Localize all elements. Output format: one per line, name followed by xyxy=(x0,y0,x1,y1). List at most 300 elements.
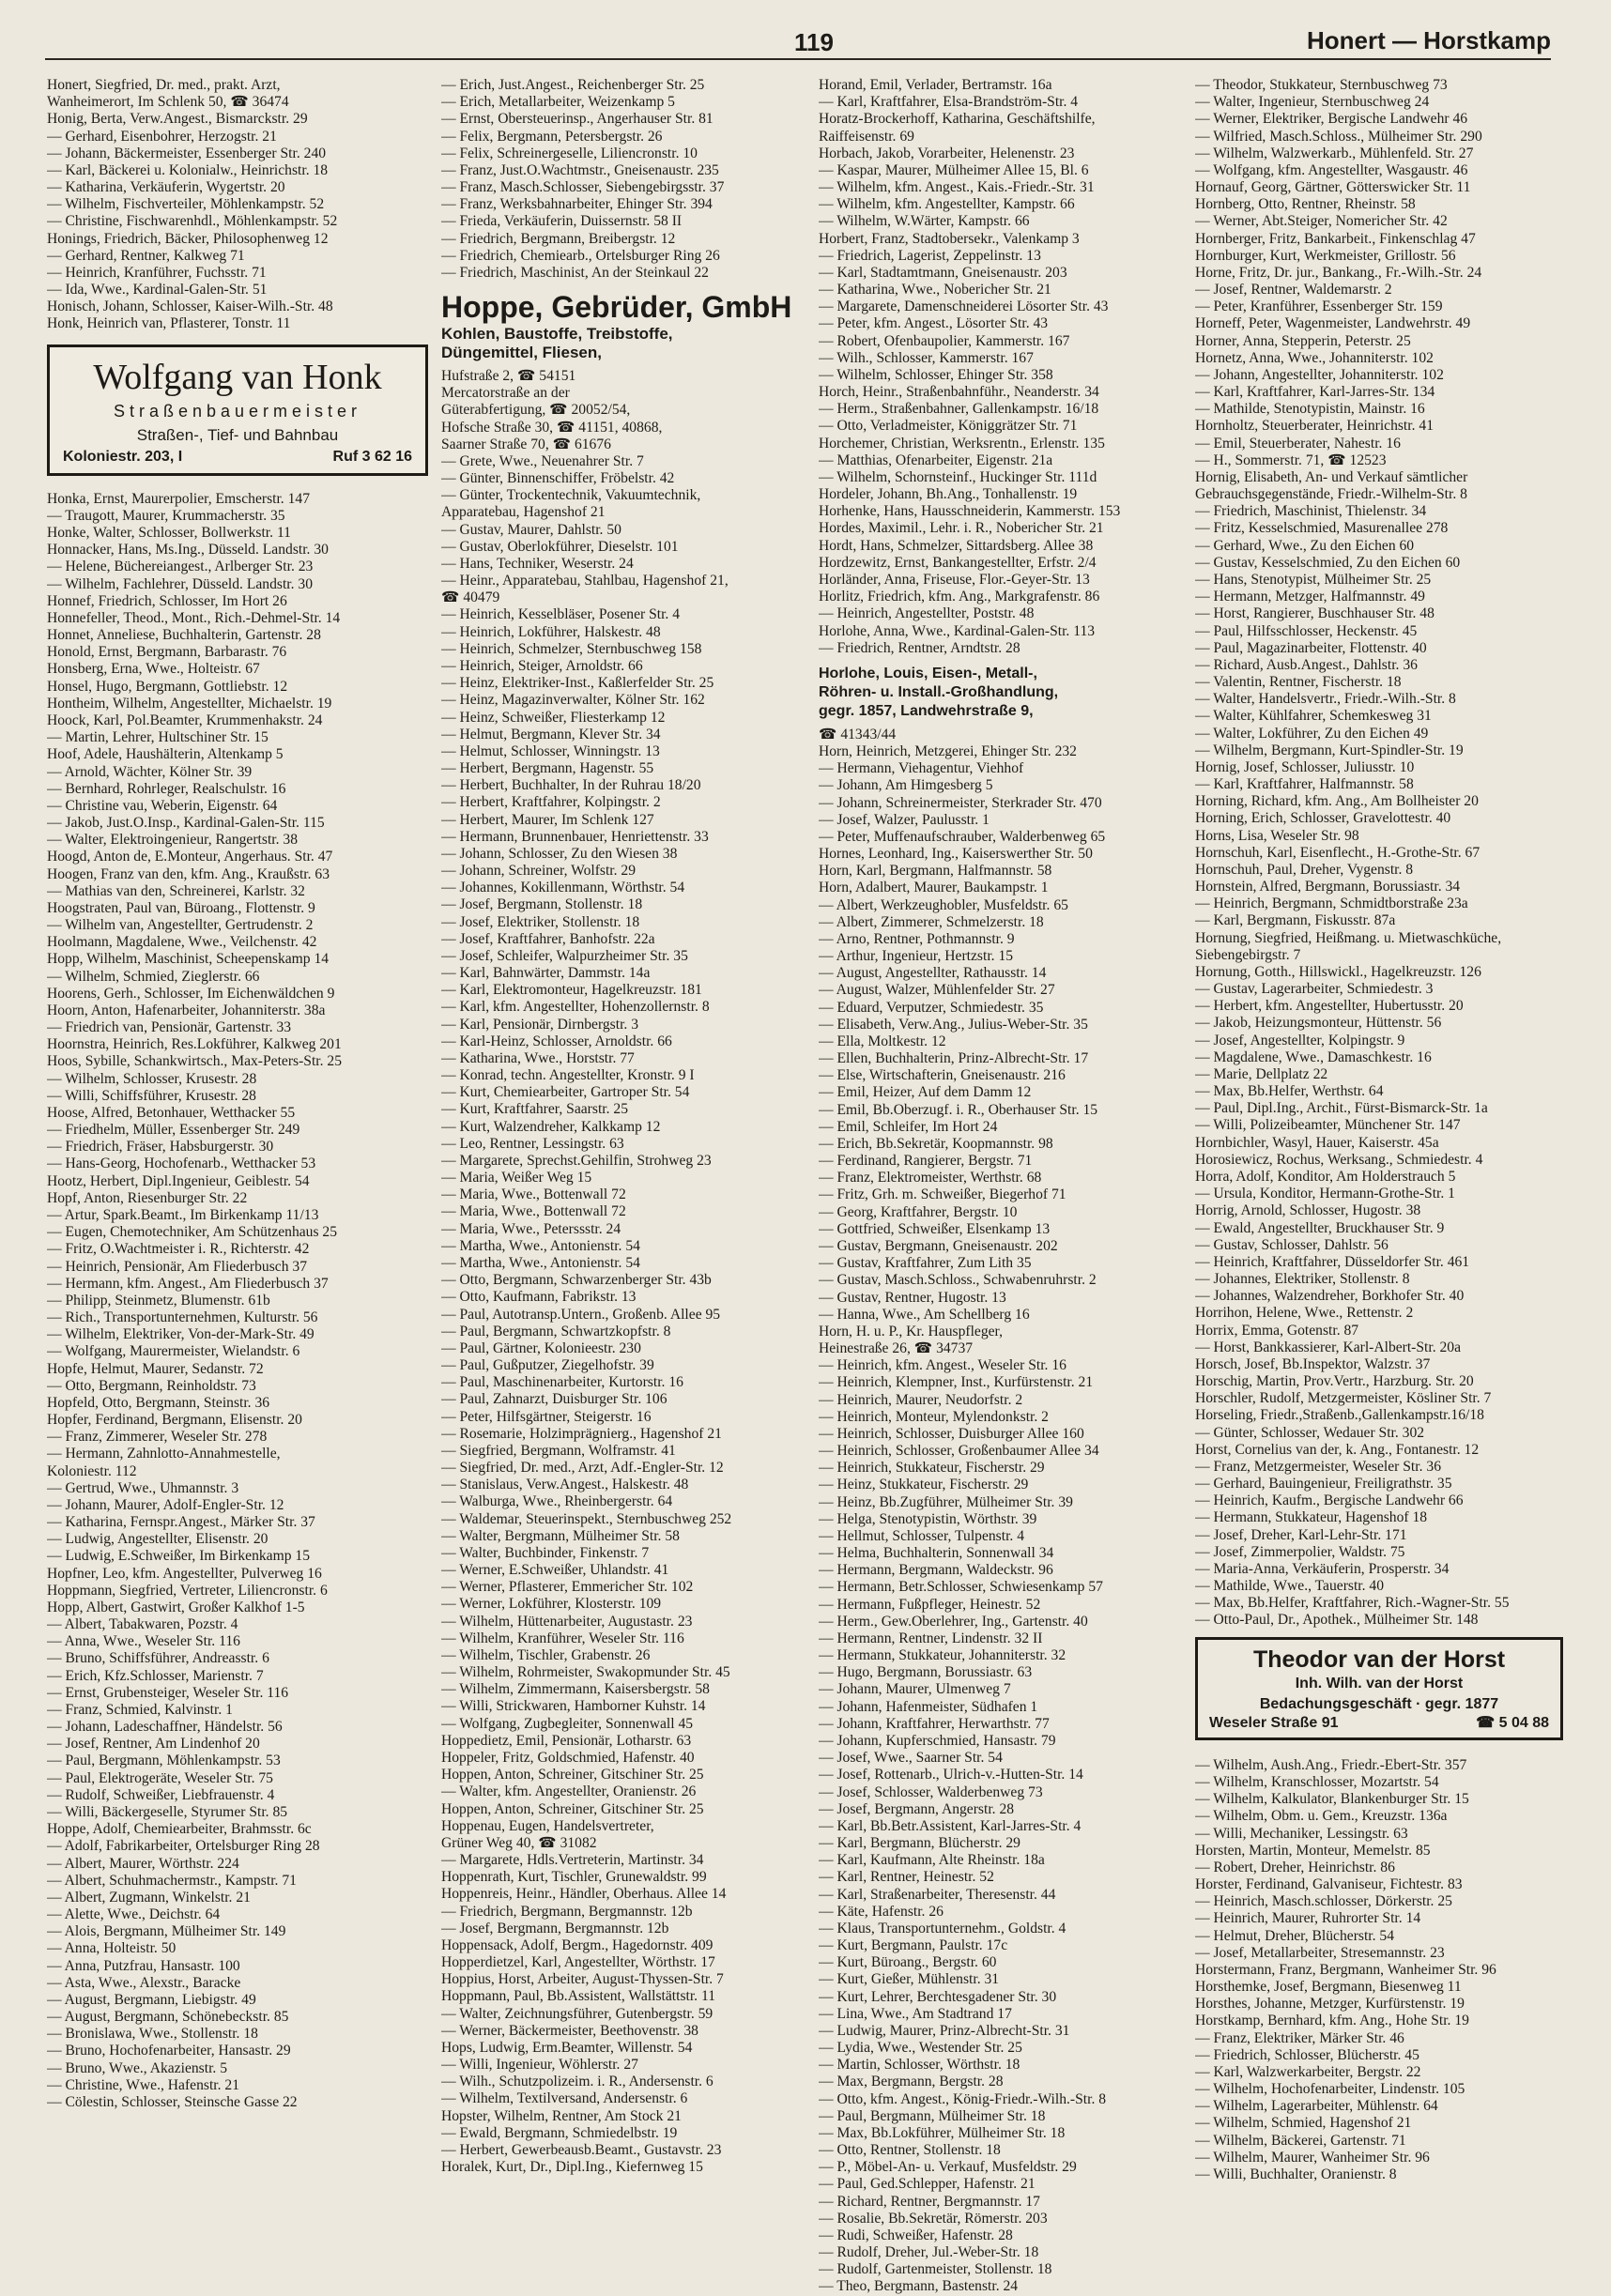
directory-entry: — Lydia, Wwe., Westender Str. 25 xyxy=(819,2040,1022,2057)
directory-entry: — Josef, Metallarbeiter, Stresemannstr. 23 xyxy=(1195,1944,1445,1961)
directory-entry: — Karl, kfm. Angestellter, Hohenzollernstr. 8 xyxy=(441,999,710,1016)
col1-b-entries xyxy=(47,491,432,2111)
directory-entry: Horne, Fritz, Dr. jur., Bankang., Fr.-Wilh.-Str. 24 xyxy=(1195,264,1482,281)
directory-entry: — Friedrich, Bergmann, Breibergstr. 12 xyxy=(441,230,676,247)
directory-entry: — Werner, Abt.Steiger, Nomericher Str. 42 xyxy=(1195,213,1448,230)
directory-entry: — Albert, Maurer, Wörthstr. 224 xyxy=(47,1855,239,1872)
directory-entry: — Günter, Binnenschiffer, Fröbelstr. 42 xyxy=(441,470,675,487)
directory-entry: Hordzewitz, Ernst, Bankangestellter, Erfstr. 2/4 xyxy=(819,554,1097,571)
directory-entry: Hoppen, Anton, Schreiner, Gitschiner Str. 25 xyxy=(441,1800,704,1817)
directory-entry: Horlitz, Friedrich, kfm. Ang., Markgrafenstr. 86 xyxy=(819,589,1100,605)
directory-entry: — Wilhelm van, Angestellter, Gertrudenstr. 2 xyxy=(47,917,314,934)
directory-entry: — Anna, Putzfrau, Hansastr. 100 xyxy=(47,1957,240,1974)
directory-entry: — Bruno, Schiffsführer, Andreasstr. 6 xyxy=(47,1650,269,1667)
directory-entry: Hornauf, Georg, Gärtner, Götterswicker Str. 11 xyxy=(1195,179,1471,196)
directory-entry: Hordt, Hans, Schmelzer, Sittardsberg. Allee 38 xyxy=(819,537,1094,554)
directory-entry: — Wilhelm, Hüttenarbeiter, Augustastr. 23 xyxy=(441,1613,693,1630)
directory-entry: — Gertrud, Wwe., Uhmannstr. 3 xyxy=(47,1479,239,1496)
directory-entry: — Karl, Walzwerkarbeiter, Bergstr. 22 xyxy=(1195,2063,1421,2080)
directory-entry: — Hans, Techniker, Weserstr. 24 xyxy=(441,555,634,572)
directory-entry: — Willi, Schiffsführer, Krusestr. 28 xyxy=(47,1087,256,1104)
directory-entry: — Lina, Wwe., Am Stadtrand 17 xyxy=(819,2005,1012,2022)
directory-entry: — Maria, Wwe., Bottenwall 72 xyxy=(441,1186,626,1203)
directory-entry: — Wilhelm, Kranschlosser, Mozartstr. 54 xyxy=(1195,1774,1439,1790)
directory-entry: — Franz, Masch.Schlosser, Siebengebirgsstr. 37 xyxy=(441,179,725,196)
ad-horst-business: Bedachungsgeschäft · gegr. 1877 xyxy=(1259,1695,1499,1712)
directory-entry: — Franz, Schmied, Kalvinstr. 1 xyxy=(47,1701,233,1718)
ad-honk-profession: Straßenbauermeister xyxy=(113,401,362,421)
directory-entry: — Erich, Kfz.Schlosser, Marienstr. 7 xyxy=(47,1667,264,1684)
directory-entry: — Friedhelm, Müller, Essenberger Str. 249 xyxy=(47,1122,300,1139)
directory-entry: — Heinrich, Pensionär, Am Fliederbusch 37 xyxy=(47,1258,307,1275)
directory-entry: — Josef, Angestellter, Kolpingstr. 9 xyxy=(1195,1032,1405,1049)
directory-entry: — Ewald, Angestellter, Bruckhauser Str. 9 xyxy=(1195,1219,1445,1236)
directory-entry: — Walter, Handelsvertr., Friedr.-Wilh.-Str. 8 xyxy=(1195,691,1456,708)
directory-entry: — Johannes, Elektriker, Stollenstr. 8 xyxy=(1195,1271,1410,1288)
directory-entry: Raiffeisenstr. 69 xyxy=(819,128,914,145)
directory-entry: Hoorn, Anton, Hafenarbeiter, Johanniterstr. 38a xyxy=(47,1002,326,1018)
directory-entry: Horst, Cornelius van der, k. Ang., Fontanestr. 12 xyxy=(1195,1441,1480,1458)
directory-entry: — Karl, Stadtamtmann, Gneisenaustr. 203 xyxy=(819,264,1067,281)
directory-entry: — Paul, Autotransp.Untern., Großenb. Allee 95 xyxy=(441,1306,721,1323)
directory-entry: — Heinrich, Schmelzer, Sternbuschweg 158 xyxy=(441,640,702,657)
directory-entry: — Gustav, Kesselschmied, Zu den Eichen 60 xyxy=(1195,554,1461,571)
directory-entry: — Karl, Elektromonteur, Hagelkreuzstr. 181 xyxy=(441,982,702,999)
ad-hoppe-name: Hoppe, Gebrüder, GmbH xyxy=(441,290,792,325)
directory-entry: — Wilhelm, Bäckerei, Gartenstr. 71 xyxy=(1195,2132,1406,2149)
directory-entry: — Kurt, Büroang., Bergstr. 60 xyxy=(819,1954,997,1971)
directory-entry: — Wolfgang, Zugbegleiter, Sonnenwall 45 xyxy=(441,1715,694,1732)
directory-entry: Hoppensack, Adolf, Bergm., Hagedornstr. 409 xyxy=(441,1936,713,1953)
directory-entry: Hopfner, Leo, kfm. Angestellter, Pulverweg 16 xyxy=(47,1565,322,1582)
directory-entry: — Wilhelm, kfm. Angest., Kais.-Friedr.-Str. 31 xyxy=(819,179,1095,196)
directory-entry: — Heinr., Apparatebau, Stahlbau, Hagenshof 21, xyxy=(441,573,729,589)
directory-entry: — Otto, Bergmann, Schwarzenberger Str. 43b xyxy=(441,1272,712,1289)
ad-horlohe xyxy=(819,665,1192,721)
ad-honk xyxy=(47,344,428,476)
directory-entry: — Kurt, Bergmann, Paulstr. 17c xyxy=(819,1937,1008,1954)
directory-entry: — Gerhard, Wwe., Zu den Eichen 60 xyxy=(1195,537,1415,554)
directory-entry: — Paul, Bergmann, Schwartzkopfstr. 8 xyxy=(441,1323,671,1339)
directory-entry: — Paul, Gärtner, Kolonieestr. 230 xyxy=(441,1339,641,1356)
directory-entry: — Otto, Rentner, Stollenstr. 18 xyxy=(819,2142,1001,2159)
directory-entry: — Max, Bb.Helfer, Werthstr. 64 xyxy=(1195,1083,1384,1100)
directory-entry: — Hermann, Metzger, Halfmannstr. 49 xyxy=(1195,589,1425,605)
directory-entry: — Walter, Buchbinder, Finkenstr. 7 xyxy=(441,1544,650,1561)
directory-entry: Honk, Heinrich van, Pflasterer, Tonstr. 11 xyxy=(47,315,291,332)
directory-entry: — Wilhelm, Tischler, Grabenstr. 26 xyxy=(441,1646,651,1663)
directory-entry: Horschig, Martin, Prov.Vertr., Harzburg. Str. 20 xyxy=(1195,1373,1474,1390)
ad-horst xyxy=(1195,1637,1563,1740)
directory-entry: Honisch, Johann, Schlosser, Kaiser-Wilh.-Str. 48 xyxy=(47,298,333,315)
directory-entry: — Heinrich, kfm. Angest., Weseler Str. 16 xyxy=(819,1357,1066,1374)
directory-entry: — Johann, Kupferschmied, Hansastr. 79 xyxy=(819,1732,1056,1749)
directory-entry: — Siegfried, Dr. med., Arzt, Adf.-Engler-Str. 12 xyxy=(441,1460,724,1477)
directory-entry: — Franz, Metzgermeister, Weseler Str. 36 xyxy=(1195,1458,1441,1475)
directory-entry: Hornschuh, Karl, Eisenflecht., H.-Grothe-Str. 67 xyxy=(1195,844,1481,861)
directory-entry: — Karl, Kraftfahrer, Halfmannstr. 58 xyxy=(1195,776,1414,793)
directory-entry: — Karl, Pensionär, Dirnbergstr. 3 xyxy=(441,1016,639,1033)
directory-entry: — Otto, kfm. Angest., König-Friedr.-Wilh.-Str. 8 xyxy=(819,2090,1107,2107)
directory-entry: — Walburga, Wwe., Rheinbergerstr. 64 xyxy=(441,1493,673,1510)
directory-entry: — Emil, Steuerberater, Nahestr. 16 xyxy=(1195,435,1401,452)
directory-entry: — H., Sommerstr. 71, ☎ 12523 xyxy=(1195,452,1387,468)
directory-entry: Hopperdietzel, Karl, Angestellter, Wörthstr. 17 xyxy=(441,1954,715,1971)
directory-entry: Honnet, Anneliese, Buchhalterin, Gartenstr. 28 xyxy=(47,627,321,644)
directory-entry: Horns, Lisa, Weseler Str. 98 xyxy=(1195,827,1359,844)
directory-entry: — Siegfried, Bergmann, Wolframstr. 41 xyxy=(441,1442,676,1459)
directory-entry: — Johann, Am Himgesberg 5 xyxy=(819,777,993,794)
directory-entry: — Ewald, Bergmann, Schmiedelbstr. 19 xyxy=(441,2124,678,2141)
directory-entry: — Wilhelm, Maurer, Wanheimer Str. 96 xyxy=(1195,2149,1430,2166)
directory-entry: Horrihon, Helene, Wwe., Rettenstr. 2 xyxy=(1195,1305,1414,1322)
directory-entry: — Gerhard, Bauingenieur, Freiligrathstr. 35 xyxy=(1195,1476,1452,1492)
directory-entry: — Wilhelm, Hochofenarbeiter, Lindenstr. 105 xyxy=(1195,2081,1465,2098)
directory-entry: Hoppius, Horst, Arbeiter, August-Thyssen-Str. 7 xyxy=(441,1971,724,1988)
directory-entry: — Albert, Zugmann, Winkelstr. 21 xyxy=(47,1889,251,1906)
directory-entry: — Johann, Hafenmeister, Südhafen 1 xyxy=(819,1698,1038,1715)
directory-entry: Wanheimerort, Im Schlenk 50, ☎ 36474 xyxy=(47,94,289,111)
ad-horlohe-line2: Röhren- u. Install.-Großhandlung, xyxy=(819,683,1059,700)
directory-entry: — Rudolf, Gartenmeister, Stollenstr. 18 xyxy=(819,2261,1052,2278)
directory-entry: — Walter, Kühlfahrer, Schemkesweg 31 xyxy=(1195,708,1432,725)
directory-entry: — Maria, Weißer Weg 15 xyxy=(441,1170,592,1186)
directory-entry: — Felix, Schreinergeselle, Liliencronstr. 10 xyxy=(441,145,698,161)
directory-entry: — Helene, Büchereiangest., Arlberger Str. 23 xyxy=(47,559,314,575)
directory-entry: — Anna, Holteistr. 50 xyxy=(47,1940,176,1957)
directory-entry: — Wilhelm, kfm. Angestellter, Kampstr. 66 xyxy=(819,196,1075,213)
directory-entry: Hoos, Sybille, Schankwirtsch., Max-Peters-Str. 25 xyxy=(47,1053,343,1070)
directory-entry: — Josef, Elektriker, Stollenstr. 18 xyxy=(441,913,640,930)
directory-entry: — Alette, Wwe., Deichstr. 64 xyxy=(47,1906,221,1923)
directory-entry: Hoolmann, Magdalene, Wwe., Veilchenstr. 42 xyxy=(47,934,317,951)
directory-entry: — Katharina, Fernspr.Angest., Märker Str. 37 xyxy=(47,1514,315,1531)
directory-entry: — Helga, Stenotypistin, Wörthstr. 39 xyxy=(819,1510,1037,1527)
directory-entry: Hoof, Adele, Haushälterin, Altenkamp 5 xyxy=(47,746,284,763)
ad-honk-name: Wolfgang van Honk xyxy=(93,357,382,397)
directory-entry: — Friedrich, Rentner, Arndtstr. 28 xyxy=(819,639,1020,656)
directory-entry: — Ellen, Buchhalterin, Prinz-Albrecht-Str. 17 xyxy=(819,1050,1089,1067)
directory-entry: — Emil, Schleifer, Im Hort 24 xyxy=(819,1118,998,1135)
directory-entry: — Ernst, Obersteuerinsp., Angerhauser Str. 81 xyxy=(441,111,713,128)
directory-entry: — Herbert, Kraftfahrer, Kolpingstr. 2 xyxy=(441,794,661,811)
directory-entry: Hufstraße 2, ☎ 54151 xyxy=(441,368,576,385)
directory-entry: — Josef, Bergmann, Stollenstr. 18 xyxy=(441,896,643,913)
directory-entry: — Ernst, Grubensteiger, Weseler Str. 116 xyxy=(47,1684,289,1701)
directory-entry: — Friedrich, Bergmann, Bergmannstr. 12b xyxy=(441,1903,693,1920)
directory-entry: Grüner Weg 40, ☎ 31082 xyxy=(441,1834,597,1851)
directory-entry: — Hermann, Bergmann, Waldeckstr. 96 xyxy=(819,1562,1053,1579)
directory-entry: — Margarete, Sprechst.Gehilfin, Strohweg 23 xyxy=(441,1152,712,1169)
directory-entry: Horrig, Arnold, Schlosser, Hugostr. 38 xyxy=(1195,1202,1421,1219)
directory-entry: — Hermann, Betr.Schlosser, Schwiesenkamp 57 xyxy=(819,1579,1103,1596)
directory-entry: — Margarete, Hdls.Vertreterin, Martinstr. 34 xyxy=(441,1852,704,1869)
directory-entry: — Paul, Elektrogeräte, Weseler Str. 75 xyxy=(47,1769,273,1786)
directory-entry: — Albert, Werkzeughobler, Musfeldstr. 65 xyxy=(819,896,1068,913)
directory-entry: — Karl, Bergmann, Blücherstr. 29 xyxy=(819,1835,1020,1852)
directory-entry: — Kurt, Walzendreher, Kalkkamp 12 xyxy=(441,1118,661,1135)
directory-entry: — Kurt, Chemiearbeiter, Gartroper Str. 54 xyxy=(441,1084,690,1101)
directory-entry: — Günter, Trockentechnik, Vakuumtechnik, xyxy=(441,487,701,504)
directory-entry: — Herbert, Maurer, Im Schlenk 127 xyxy=(441,811,654,828)
directory-entry: — Ursula, Konditor, Hermann-Grothe-Str. 1 xyxy=(1195,1186,1455,1202)
directory-entry: — Heinz, Stukkateur, Fischerstr. 29 xyxy=(819,1477,1029,1493)
ad-horst-phone-number: 5 04 88 xyxy=(1498,1714,1549,1731)
directory-entry: Hops, Ludwig, Erm.Beamter, Willenstr. 54 xyxy=(441,2039,693,2056)
directory-entry: — Karl-Heinz, Schlosser, Arnoldstr. 66 xyxy=(441,1033,672,1049)
directory-entry: — Heinrich, Steiger, Arnoldstr. 66 xyxy=(441,657,643,674)
directory-entry: — Heinrich, Kraftfahrer, Düsseldorfer Str. 461 xyxy=(1195,1253,1470,1270)
directory-entry: — Paul, Bergmann, Mülheimer Str. 18 xyxy=(819,2107,1046,2124)
directory-entry: — Johannes, Walzendreher, Borkhofer Str. 40 xyxy=(1195,1288,1465,1305)
directory-entry: — Valentin, Rentner, Fischerstr. 18 xyxy=(1195,674,1402,691)
directory-entry: — Martha, Wwe., Antonienstr. 54 xyxy=(441,1255,640,1271)
directory-entry: — August, Walzer, Mühlenfelder Str. 27 xyxy=(819,982,1055,999)
directory-entry: — Wilh., Schlosser, Kammerstr. 167 xyxy=(819,349,1034,366)
directory-entry: Honnef, Friedrich, Schlosser, Im Hort 26 xyxy=(47,592,287,609)
directory-entry: — Karl, Kaufmann, Alte Rheinstr. 18a xyxy=(819,1852,1045,1869)
directory-entry: — Heinrich, Klempner, Inst., Kurfürstenstr. 21 xyxy=(819,1374,1094,1391)
directory-entry: — Theodor, Stukkateur, Sternbuschweg 73 xyxy=(1195,77,1448,93)
directory-entry: Horch, Heinr., Straßenbahnführ., Neanderstr. 34 xyxy=(819,384,1099,401)
directory-entry: — Maria-Anna, Verkäuferin, Prosperstr. 34 xyxy=(1195,1560,1450,1577)
directory-entry: — Wilhelm, Zimmermann, Kaisersbergstr. 58 xyxy=(441,1681,710,1698)
directory-entry: — Heinz, Magazinverwalter, Kölner Str. 162 xyxy=(441,692,705,709)
directory-entry: Gebrauchsgegenstände, Friedr.-Wilhelm-Str. 8 xyxy=(1195,486,1467,503)
directory-entry: — Marie, Dellplatz 22 xyxy=(1195,1065,1328,1082)
directory-entry: Hontheim, Wilhelm, Angestellter, Michaelstr. 19 xyxy=(47,695,332,712)
header-rule xyxy=(45,58,1551,60)
directory-entry: — Katharina, Wwe., Horststr. 77 xyxy=(441,1049,635,1066)
directory-entry: — Robert, Ofenbaupolier, Kammerstr. 167 xyxy=(819,332,1070,349)
directory-entry: — Wilhelm, Schmied, Zieglerstr. 66 xyxy=(47,968,260,985)
directory-entry: — Heinz, Bb.Zugführer, Mülheimer Str. 39 xyxy=(819,1493,1073,1510)
directory-entry: — Rosemarie, Holzimprägnierg., Hagenshof 21 xyxy=(441,1425,722,1442)
directory-entry: — Franz, Werksbahnarbeiter, Ehinger Str. 394 xyxy=(441,196,713,213)
directory-entry: — Alois, Bergmann, Mülheimer Str. 149 xyxy=(47,1923,286,1940)
directory-entry: — Josef, Zimmerpolier, Waldstr. 75 xyxy=(1195,1543,1405,1560)
directory-entry: — Josef, Kraftfahrer, Banhofstr. 22a xyxy=(441,930,655,947)
directory-entry: — August, Bergmann, Schönebeckstr. 85 xyxy=(47,2009,289,2026)
directory-entry: — Gustav, Rentner, Hugostr. 13 xyxy=(819,1289,1006,1306)
directory-entry: Honert, Siegfried, Dr. med., prakt. Arzt, xyxy=(47,77,281,93)
directory-entry: — Josef, Bergmann, Bergmannstr. 12b xyxy=(441,1920,669,1936)
directory-entry: Horning, Erich, Schlosser, Gravelottestr. 40 xyxy=(1195,810,1451,827)
directory-entry: — Wilhelm, Textilversand, Andersenstr. 6 xyxy=(441,2090,688,2107)
directory-entry: Horand, Emil, Verlader, Bertramstr. 16a xyxy=(819,77,1052,93)
directory-entry: — Eugen, Chemotechniker, Am Schützenhaus 25 xyxy=(47,1224,338,1241)
directory-entry: — Wilhelm, Schlosser, Krusestr. 28 xyxy=(47,1070,257,1087)
directory-entry: Hopfer, Ferdinand, Bergmann, Elisenstr. 20 xyxy=(47,1412,302,1429)
directory-entry: — Friedrich, Chemiearb., Ortelsburger Ring 26 xyxy=(441,247,720,264)
directory-entry: — Arno, Rentner, Pothmannstr. 9 xyxy=(819,930,1015,947)
directory-entry: — Gustav, Maurer, Dahlstr. 50 xyxy=(441,521,621,538)
directory-entry: — Franz, Elektromeister, Werthstr. 68 xyxy=(819,1170,1042,1186)
directory-entry: — Peter, Hilfsgärtner, Steigerstr. 16 xyxy=(441,1408,652,1425)
directory-entry: — Johann, Angestellter, Johanniterstr. 102 xyxy=(1195,366,1444,383)
directory-entry: — Willi, Ingenieur, Wöhlerstr. 27 xyxy=(441,2057,638,2074)
directory-entry: — Wilhelm, Kalkulator, Blankenburger Str. 15 xyxy=(1195,1791,1469,1808)
directory-entry: — Else, Wirtschafterin, Gneisenaustr. 216 xyxy=(819,1067,1066,1084)
directory-entry: — Peter, kfm. Angest., Lösorter Str. 43 xyxy=(819,315,1049,332)
ad-honk-address: Koloniestr. 203, I xyxy=(63,448,183,465)
directory-entry: — Heinrich, Maurer, Ruhrorter Str. 14 xyxy=(1195,1910,1421,1927)
directory-entry: — Ludwig, Maurer, Prinz-Albrecht-Str. 31 xyxy=(819,2022,1070,2039)
directory-entry: — Johann, Maurer, Ulmenweg 7 xyxy=(819,1681,1011,1698)
directory-entry: — Hermann, Viehagentur, Viehhof xyxy=(819,760,1024,777)
directory-entry: — Wilhelm, Rohrmeister, Swakopmunder Str. 45 xyxy=(441,1664,730,1681)
directory-entry: — Theo, Bergmann, Bastenstr. 24 xyxy=(819,2278,1019,2295)
directory-entry: Mercatorstraße an der xyxy=(441,385,570,402)
directory-entry: — Maria, Wwe., Peterssstr. 24 xyxy=(441,1220,621,1237)
directory-entry: — Otto, Verladmeister, Königgrätzer Str. 71 xyxy=(819,418,1078,435)
directory-entry: — Jakob, Just.O.Insp., Kardinal-Galen-Str. 115 xyxy=(47,815,325,832)
directory-entry: Hofsche Straße 30, ☎ 41151, 40868, xyxy=(441,419,663,436)
directory-entry: Honka, Ernst, Maurerpolier, Emscherstr. 147 xyxy=(47,490,310,507)
directory-entry: — Mathilde, Wwe., Tauerstr. 40 xyxy=(1195,1578,1385,1595)
directory-entry: Hornes, Leonhard, Ing., Kaiserswerther Str. 50 xyxy=(819,846,1093,863)
directory-entry: — Otto-Paul, Dr., Apothek., Mülheimer Str. 148 xyxy=(1195,1612,1479,1629)
directory-entry: — Willi, Buchhalter, Oranienstr. 8 xyxy=(1195,2166,1397,2182)
directory-entry: — Josef, Schleifer, Walpurzheimer Str. 35 xyxy=(441,947,688,964)
directory-entry: Hopfeld, Otto, Bergmann, Steinstr. 36 xyxy=(47,1394,270,1411)
directory-entry: — Hermann, Fußpfleger, Heinestr. 52 xyxy=(819,1596,1041,1613)
directory-entry: — August, Angestellter, Rathausstr. 14 xyxy=(819,965,1047,982)
directory-entry: — Peter, Kranführer, Essenberger Str. 159 xyxy=(1195,298,1443,315)
directory-entry: — Gustav, Schlosser, Dahlstr. 56 xyxy=(1195,1236,1389,1253)
directory-entry: Horsthemke, Josef, Bergmann, Biesenweg 11 xyxy=(1195,1979,1462,1996)
directory-entry: — Ludwig, Angestellter, Elisenstr. 20 xyxy=(47,1531,268,1548)
directory-entry: — Magdalene, Wwe., Damaschkestr. 16 xyxy=(1195,1049,1432,1065)
directory-entry: — Erich, Just.Angest., Reichenberger Str. 25 xyxy=(441,77,705,93)
directory-entry: — Hans-Georg, Hochofenarb., Wetthacker 53 xyxy=(47,1156,316,1172)
directory-entry: Honke, Walter, Schlosser, Bollwerkstr. 11 xyxy=(47,525,291,542)
directory-entry: — Rich., Transportunternehmen, Kulturstr. 56 xyxy=(47,1309,318,1326)
directory-entry: — Waldemar, Steuerinspekt., Sternbuschweg 252 xyxy=(441,1510,732,1527)
directory-entry: — Wilh., Schutzpolizeim. i. R., Andersenstr. 6 xyxy=(441,2074,713,2090)
directory-entry: — Hermann, Brunnenbauer, Henriettenstr. 33 xyxy=(441,828,709,845)
directory-entry: — Josef, Schlosser, Walderbenweg 73 xyxy=(819,1783,1043,1800)
col2-a-entries xyxy=(441,77,815,282)
directory-entry: Hoppeler, Fritz, Goldschmied, Hafenstr. 40 xyxy=(441,1749,695,1766)
directory-entry: — Wilhelm, Lagerarbeiter, Mühlenstr. 64 xyxy=(1195,2098,1438,2115)
directory-entry: — Karl, Kraftfahrer, Elsa-Brandström-Str. 4 xyxy=(819,94,1079,111)
directory-entry: Hoppmann, Siegfried, Vertreter, Liliencronstr. 6 xyxy=(47,1582,328,1599)
directory-entry: Hornbichler, Wasyl, Hauer, Kaiserstr. 45a xyxy=(1195,1134,1439,1151)
ad-horst-phone xyxy=(1476,1715,1549,1732)
directory-entry: — Heinrich, Masch.schlosser, Dörkerstr. 25 xyxy=(1195,1893,1452,1910)
directory-entry: — Josef, Rentner, Am Lindenhof 20 xyxy=(47,1736,260,1753)
ad-horlohe-line3: gegr. 1857, Landwehrstraße 9, xyxy=(819,702,1034,719)
directory-entry: — Franz, Just.O.Wachtmstr., Gneisenaustr. 235 xyxy=(441,161,719,178)
directory-entry: — Gottfried, Schweißer, Elsenkamp 13 xyxy=(819,1220,1051,1237)
ad-horlohe-line1: Horlohe, Louis, Eisen-, Metall-, xyxy=(819,665,1037,681)
ad-honk-services: Straßen-, Tief- und Bahnbau xyxy=(136,425,339,444)
directory-entry: — Heinrich, Bergmann, Schmidtborstraße 23a xyxy=(1195,895,1468,912)
directory-entry: — Gerhard, Eisenbohrer, Herzogstr. 21 xyxy=(47,128,277,145)
directory-entry: — Gustav, Oberlokführer, Dieselstr. 101 xyxy=(441,538,679,555)
column-1 xyxy=(47,77,432,2111)
directory-entry: — Matthias, Ofenarbeiter, Eigenstr. 21a xyxy=(819,452,1053,468)
directory-entry: Horra, Adolf, Konditor, Am Holderstrauch 5 xyxy=(1195,1169,1456,1185)
directory-entry: ☎ 41343/44 xyxy=(819,726,897,742)
directory-entry: — Bruno, Wwe., Akazienstr. 5 xyxy=(47,2059,228,2076)
directory-entry: — Katharina, Verkäuferin, Wygertstr. 20 xyxy=(47,179,285,196)
directory-entry: — Helmut, Bergmann, Klever Str. 34 xyxy=(441,726,661,742)
column-4 xyxy=(1195,77,1563,2183)
col3-a-entries xyxy=(819,77,1192,657)
directory-entry: Hoogd, Anton de, E.Monteur, Angerhaus. Str. 47 xyxy=(47,849,333,865)
directory-entry: Hornung, Gotth., Hillswickl., Hagelkreuzstr. 126 xyxy=(1195,963,1481,980)
directory-entry: — Werner, Elektriker, Bergische Landwehr 46 xyxy=(1195,111,1468,128)
ad-horst-name: Theodor van der Horst xyxy=(1252,1645,1506,1673)
directory-entry: — Emil, Heizer, Auf dem Damm 12 xyxy=(819,1084,1032,1101)
directory-entry: — Wilhelm, Schmied, Hagenshof 21 xyxy=(1195,2115,1412,2132)
directory-entry: — Paul, Zahnarzt, Duisburger Str. 106 xyxy=(441,1391,667,1408)
directory-entry: — Johann, Schreinermeister, Sterkrader Str. 470 xyxy=(819,794,1102,811)
directory-entry: Horstkamp, Bernhard, kfm. Ang., Hohe Str. 19 xyxy=(1195,2013,1469,2029)
directory-entry: Horner, Anna, Stepperin, Peterstr. 25 xyxy=(1195,332,1411,349)
directory-entry: — Grete, Wwe., Neuenahrer Str. 7 xyxy=(441,452,644,469)
directory-entry: — Paul, Bergmann, Möhlenkampstr. 53 xyxy=(47,1753,281,1769)
directory-entry: — Heinrich, Maurer, Neudorfstr. 2 xyxy=(819,1391,1023,1408)
directory-entry: Hoogstraten, Paul van, Büroang., Flottenstr. 9 xyxy=(47,899,315,916)
directory-entry: — Walter, kfm. Angestellter, Oranienstr. 26 xyxy=(441,1783,697,1800)
directory-entry: — Philipp, Steinmetz, Blumenstr. 61b xyxy=(47,1292,270,1309)
directory-entry: — Mathias van den, Schreinerei, Karlstr. 32 xyxy=(47,882,305,899)
directory-entry: — Kurt, Kraftfahrer, Saarstr. 25 xyxy=(441,1101,628,1118)
directory-entry: — Helma, Buchhalterin, Sonnenwall 34 xyxy=(819,1545,1054,1562)
directory-entry: — Friedrich, Fräser, Habsburgerstr. 30 xyxy=(47,1139,274,1156)
directory-entry: — Ludwig, E.Schweißer, Im Birkenkamp 15 xyxy=(47,1548,311,1565)
directory-entry: Honings, Friedrich, Bäcker, Philosophenweg 12 xyxy=(47,230,329,247)
directory-entry: Hornig, Elisabeth, An- und Verkauf sämtlicher xyxy=(1195,468,1468,485)
directory-entry: — Werner, Bäckermeister, Beethovenstr. 38 xyxy=(441,2022,698,2039)
column-2 xyxy=(441,77,815,2176)
directory-entry: Horn, Adalbert, Maurer, Baukampstr. 1 xyxy=(819,880,1049,896)
directory-entry: — Willi, Bäckergeselle, Styrumer Str. 85 xyxy=(47,1804,288,1820)
directory-entry: — Bruno, Hochofenarbeiter, Hansastr. 29 xyxy=(47,2043,291,2059)
directory-entry: — Friedrich, Lagerist, Zeppelinstr. 13 xyxy=(819,247,1041,264)
directory-entry: Apparatebau, Hagenshof 21 xyxy=(441,504,606,521)
directory-entry: — Herbert, Bergmann, Hagenstr. 55 xyxy=(441,760,654,777)
directory-entry: — Otto, Bergmann, Reinholdstr. 73 xyxy=(47,1377,256,1394)
directory-entry: — Rosalie, Bb.Sekretär, Römerstr. 203 xyxy=(819,2210,1048,2227)
directory-entry: — Erich, Metallarbeiter, Weizenkamp 5 xyxy=(441,94,675,111)
directory-entry: Horatz-Brockerhoff, Katharina, Geschäftshilfe, xyxy=(819,111,1096,128)
directory-entry: — Josef, Wwe., Saarner Str. 54 xyxy=(819,1750,1003,1767)
directory-entry: — Paul, Ged.Schlepper, Hafenstr. 21 xyxy=(819,2176,1036,2193)
directory-entry: Hoppmann, Paul, Bb.Assistent, Wallstättstr. 11 xyxy=(441,1988,715,2005)
directory-entry: Horosiewicz, Rochus, Werksang., Schmiedestr. 4 xyxy=(1195,1151,1483,1168)
directory-entry: Hordes, Maximil., Lehr. i. R., Nobericher Str. 21 xyxy=(819,520,1104,537)
directory-entry: — Gerhard, Rentner, Kalkweg 71 xyxy=(47,247,245,264)
directory-entry: — Willi, Mechaniker, Lessingstr. 63 xyxy=(1195,1825,1408,1842)
directory-entry: Horseling, Friedr.,Straßenb.,Gallenkampstr.16/18 xyxy=(1195,1407,1484,1424)
directory-entry: Hoornstra, Heinrich, Res.Lokführer, Kalkweg 201 xyxy=(47,1036,342,1053)
directory-entry: — Christine, Wwe., Hafenstr. 21 xyxy=(47,2076,239,2093)
directory-entry: — Hugo, Bergmann, Borussiastr. 63 xyxy=(819,1664,1033,1681)
directory-entry: — Karl, Bb.Betr.Assistent, Karl-Jarres-Str. 4 xyxy=(819,1817,1082,1834)
directory-entry: — Kurt, Lehrer, Berchtesgadener Str. 30 xyxy=(819,1988,1057,2005)
directory-entry: — Josef, Rentner, Waldemarstr. 2 xyxy=(1195,282,1392,298)
directory-entry: — Paul, Gußputzer, Ziegelhofstr. 39 xyxy=(441,1357,654,1374)
directory-entry: — Wilfried, Masch.Schloss., Mülheimer Str. 290 xyxy=(1195,128,1482,145)
directory-entry: — Klaus, Transportunternehm., Goldstr. 4 xyxy=(819,1920,1066,1936)
directory-entry: Horn, H. u. P., Kr. Hauspfleger, xyxy=(819,1323,1004,1339)
directory-entry: — Paul, Hilfsschlosser, Heckenstr. 45 xyxy=(1195,622,1418,639)
directory-entry: Hoorens, Gerh., Schlosser, Im Eichenwäldchen 9 xyxy=(47,985,335,1002)
